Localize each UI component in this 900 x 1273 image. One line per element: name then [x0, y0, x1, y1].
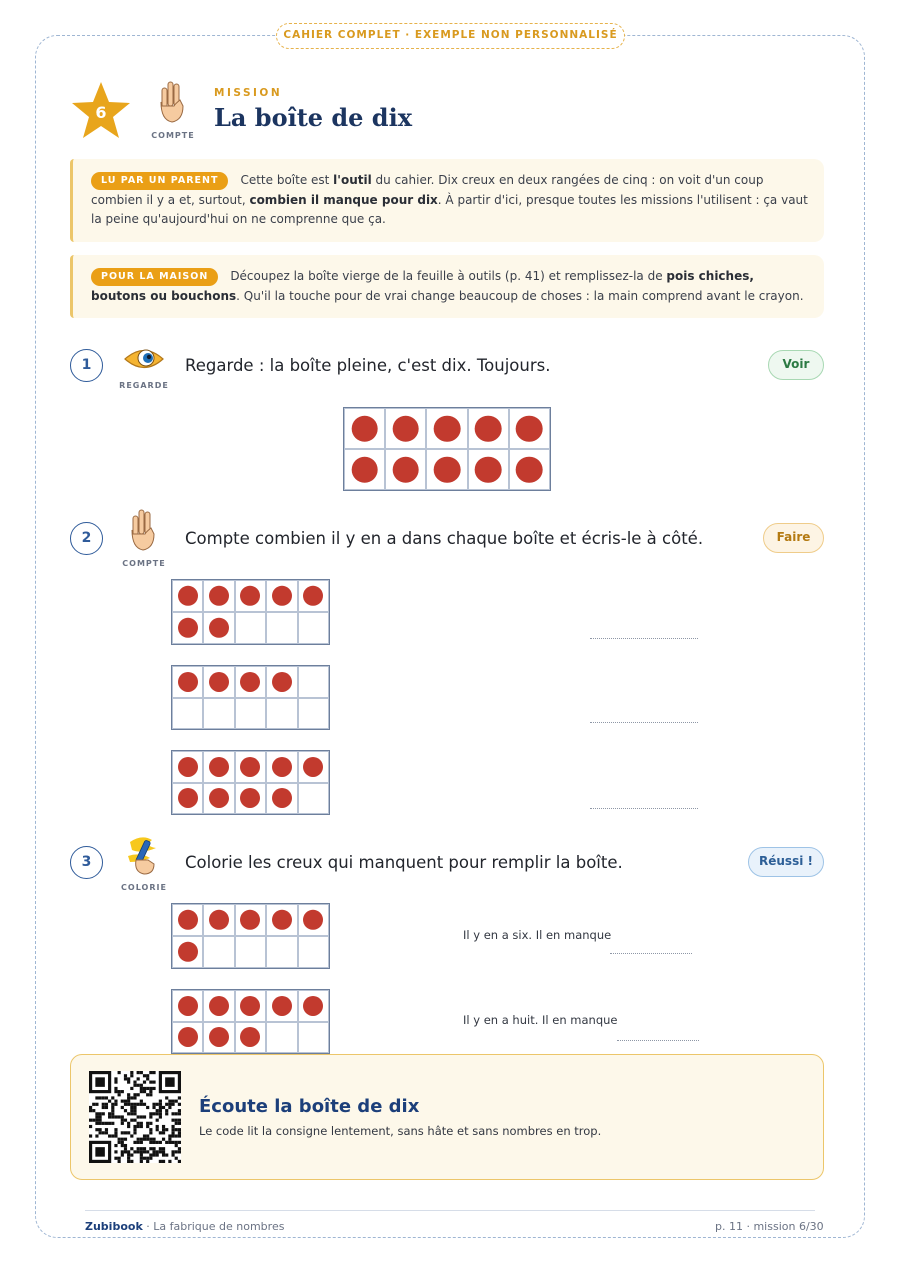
counter-cell: [344, 449, 385, 490]
answer-line-3[interactable]: [590, 808, 698, 809]
step-1-icon-label: REGARDE: [119, 381, 169, 390]
home-note-text-2: . Qu'il la touche pour de vrai change beaucoup de choses : la main comprend avant le crayon.: [236, 288, 804, 303]
counter-cell[interactable]: [235, 904, 266, 936]
ten-frame-count-1: [171, 579, 330, 645]
empty-cell: [235, 698, 266, 730]
audio-card: [70, 1054, 824, 1180]
counter-cell[interactable]: [172, 904, 203, 936]
home-note-tag: POUR LA MAISON: [91, 268, 218, 286]
voir-badge[interactable]: Voir: [768, 350, 824, 380]
counter-cell[interactable]: [235, 1022, 266, 1054]
footer-brand: [85, 1220, 284, 1233]
counter-cell[interactable]: [266, 990, 297, 1022]
counter-cell[interactable]: [203, 990, 234, 1022]
page-title: La boîte de dix: [214, 103, 413, 132]
ten-frame-count-2: [171, 665, 330, 730]
counter-cell: [298, 751, 329, 783]
counter-cell: [203, 751, 234, 783]
counter-cell: [266, 666, 297, 698]
counter-cell[interactable]: [203, 1022, 234, 1054]
empty-cell[interactable]: [266, 936, 297, 968]
empty-cell: [298, 666, 329, 698]
ten-frame-count-3: [171, 750, 330, 815]
empty-cell: [172, 698, 203, 730]
counter-cell: [426, 408, 467, 449]
counter-cell: [172, 751, 203, 783]
counter-cell[interactable]: [235, 990, 266, 1022]
counter-cell: [509, 449, 550, 490]
counter-cell: [235, 666, 266, 698]
step-3-number: 3: [70, 846, 103, 879]
counter-cell: [509, 408, 550, 449]
counter-cell: [203, 612, 234, 644]
step-3-icon-label: COLORIE: [121, 883, 167, 892]
home-note-text-1: Découpez la boîte vierge de la feuille à outils (p. 41) et remplissez-la de: [230, 269, 667, 283]
step-1-icon: [118, 342, 170, 390]
empty-cell: [266, 698, 297, 730]
counter-cell[interactable]: [203, 904, 234, 936]
ten-frame-color-2[interactable]: [171, 989, 330, 1054]
empty-cell: [203, 698, 234, 730]
audio-card-text: Le code lit la consigne lentement, sans hâte et sans nombres en trop.: [199, 1124, 602, 1138]
step-2-icon-label: COMPTE: [122, 559, 166, 568]
empty-cell[interactable]: [298, 1022, 329, 1054]
parent-note-text-1: Cette boîte est: [240, 173, 334, 187]
counter-cell: [385, 408, 426, 449]
parent-note-text-2: du cahier. Dix creux en deux rangées de cinq : on voit d'un coup combien il y a et, surtout,: [91, 173, 764, 207]
empty-cell: [266, 612, 297, 644]
home-note-bold-1: pois chiches, boutons ou bouchons: [91, 269, 754, 303]
empty-cell[interactable]: [298, 936, 329, 968]
counter-cell[interactable]: [172, 936, 203, 968]
counter-cell[interactable]: [266, 904, 297, 936]
counter-cell[interactable]: [172, 990, 203, 1022]
step-1-number: 1: [70, 349, 103, 382]
counter-cell: [266, 580, 297, 612]
answer-line-2[interactable]: [590, 722, 698, 723]
book-subtitle: · La fabrique de nombres: [142, 1220, 285, 1233]
empty-cell[interactable]: [235, 936, 266, 968]
empty-cell: [298, 783, 329, 815]
counter-cell: [235, 783, 266, 815]
empty-cell: [298, 698, 329, 730]
counter-cell: [203, 666, 234, 698]
step-3-icon: [118, 832, 170, 892]
answer-line-1[interactable]: [590, 638, 698, 639]
counter-cell: [468, 408, 509, 449]
counter-cell: [203, 580, 234, 612]
mission-kicker: MISSION: [214, 87, 283, 99]
counter-cell: [266, 751, 297, 783]
mission-number: 6: [95, 103, 107, 122]
counter-cell: [203, 783, 234, 815]
audio-card-title: Écoute la boîte de dix: [199, 1096, 420, 1117]
phrase-huit: Il y en a huit. Il en manque: [463, 1013, 618, 1027]
counter-cell[interactable]: [172, 1022, 203, 1054]
top-banner: CAHIER COMPLET · EXEMPLE NON PERSONNALISÉ: [276, 23, 625, 49]
parent-note-tag: LU PAR UN PARENT: [91, 172, 228, 190]
parent-note-bold-1: l'outil: [333, 173, 372, 187]
mission-type-icon: [150, 80, 196, 140]
step-2-icon: [118, 508, 170, 568]
counter-cell: [468, 449, 509, 490]
raised-hand-icon: [158, 80, 188, 126]
ten-frame-full: [343, 407, 551, 491]
brand-name: Zubibook: [85, 1220, 143, 1233]
empty-cell[interactable]: [266, 1022, 297, 1054]
counter-cell: [235, 751, 266, 783]
empty-cell: [298, 612, 329, 644]
home-note: [70, 255, 824, 318]
empty-cell[interactable]: [203, 936, 234, 968]
answer-line-5[interactable]: [617, 1040, 699, 1041]
reussi-badge[interactable]: Réussi !: [748, 847, 824, 877]
counter-cell: [344, 408, 385, 449]
counter-cell[interactable]: [298, 990, 329, 1022]
ten-frame-color-1[interactable]: [171, 903, 330, 969]
counter-cell: [266, 783, 297, 815]
step-3-instruction: Colorie les creux qui manquent pour remplir la boîte.: [185, 853, 623, 872]
counter-cell: [426, 449, 467, 490]
counter-cell: [172, 783, 203, 815]
page-number: p. 11 · mission 6/30: [715, 1220, 824, 1233]
raised-hand-icon: [129, 508, 159, 554]
parent-note-text-3: . À partir d'ici, presque toutes les missions l'utilisent : ça vaut la peine qu'aujourd'hui on ne comprenne que ça.: [91, 192, 808, 226]
counter-cell: [235, 580, 266, 612]
counter-cell: [172, 666, 203, 698]
mission-icon-label: COMPTE: [151, 131, 195, 140]
counter-cell: [298, 580, 329, 612]
footer-divider: [85, 1210, 815, 1211]
step-2-instruction: Compte combien il y en a dans chaque boîte et écris-le à côté.: [185, 529, 704, 548]
counter-cell: [385, 449, 426, 490]
eye-icon: [121, 342, 167, 376]
step-1-instruction: Regarde : la boîte pleine, c'est dix. Toujours.: [185, 356, 551, 375]
qr-code-icon[interactable]: [89, 1071, 181, 1163]
faire-badge[interactable]: Faire: [763, 523, 824, 553]
empty-cell: [235, 612, 266, 644]
parent-note-bold-2: combien il manque pour dix: [249, 192, 438, 207]
counter-cell: [172, 612, 203, 644]
crayon-hand-icon: [122, 832, 166, 878]
parent-note: [70, 159, 824, 242]
answer-line-4[interactable]: [610, 953, 692, 954]
counter-cell[interactable]: [298, 904, 329, 936]
counter-cell: [172, 580, 203, 612]
step-2-number: 2: [70, 522, 103, 555]
phrase-six: Il y en a six. Il en manque: [463, 928, 612, 942]
